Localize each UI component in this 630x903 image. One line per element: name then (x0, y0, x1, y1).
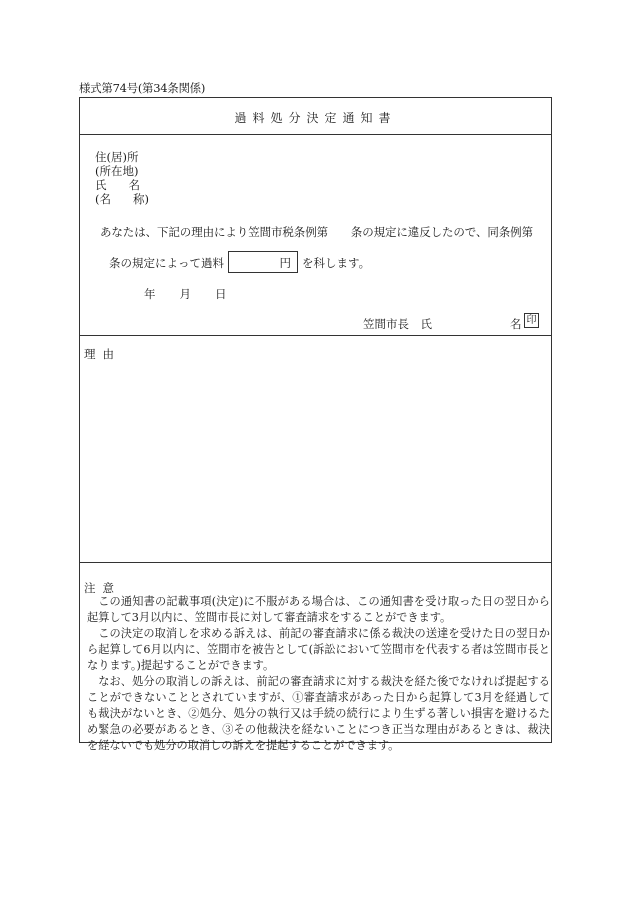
address-label: 住(居)所 (95, 150, 139, 164)
notice-form (79, 97, 552, 752)
mayor-name-label: 名 (510, 317, 522, 331)
date-day: 日 (215, 287, 227, 301)
mayor-title: 笠間市長 氏 (363, 317, 432, 331)
date-year: 年 (144, 287, 156, 301)
date-line (144, 286, 251, 302)
name-label-shi: 氏 (95, 178, 107, 192)
document-title: 過料処分決定通知書 (234, 111, 397, 125)
note-paragraph: この通知書の記載事項(決定)に不服がある場合は、この通知書を受け取った日の翌日から起算して3月以内に、笠間市長に対して審査請求をすることができます。 (87, 595, 550, 624)
reason-section (80, 336, 551, 563)
mayor-signature-line (363, 316, 522, 332)
corporate-name-label-na: (名 (95, 192, 111, 206)
location-label: (所在地) (95, 164, 139, 178)
name-label-mei: 名 (128, 178, 140, 192)
date-month: 月 (179, 287, 191, 301)
fine-amount-field[interactable] (228, 251, 298, 273)
name-label (95, 178, 140, 192)
seal-mark: 印 (524, 313, 539, 328)
notice-text-post: を科します。 (302, 256, 371, 270)
notice-text-line1: あなたは、下記の理由により笠間市税条例第 条の規定に違反したので、同条例第 (100, 225, 533, 239)
note-paragraph: なお、処分の取消しの訴えは、前記の審査請求に対する裁決を経た後でなければ提起することができないこととされていますが、①審査請求があった日から起算して3月を経過しても裁決がないとき、②処分、処分の執行又は手続の続行により生ずる著しい損害を避けるため緊急の必要があるとき、③その他裁決を経ないことにつき正当な理由があるときは、裁決を経ないでも処分の取消しの訴えを提起することができます。 (87, 675, 550, 752)
notes-text (87, 594, 550, 754)
corporate-name-label (95, 192, 149, 206)
notice-text-pre: 条の規定によって過料 (109, 256, 224, 270)
notes-label: 注意 (84, 581, 121, 595)
note-paragraph: この決定の取消しを求める訴えは、前記の審査請求に係る裁決の送達を受けた日の翌日から起算して6月以内に、笠間市を被告として(訴訟において笠間市を代表する者は笠間市長となります。)提起することができます。 (87, 627, 550, 672)
amount-unit: 円 (279, 256, 291, 270)
notice-text-line2 (109, 253, 370, 275)
reason-label: 理由 (84, 347, 121, 361)
form-number: 様式第74号(第34条関係) (79, 81, 206, 95)
notice-body (80, 135, 551, 336)
corporate-name-label-sho: 称) (133, 192, 149, 206)
title-row (80, 98, 551, 135)
